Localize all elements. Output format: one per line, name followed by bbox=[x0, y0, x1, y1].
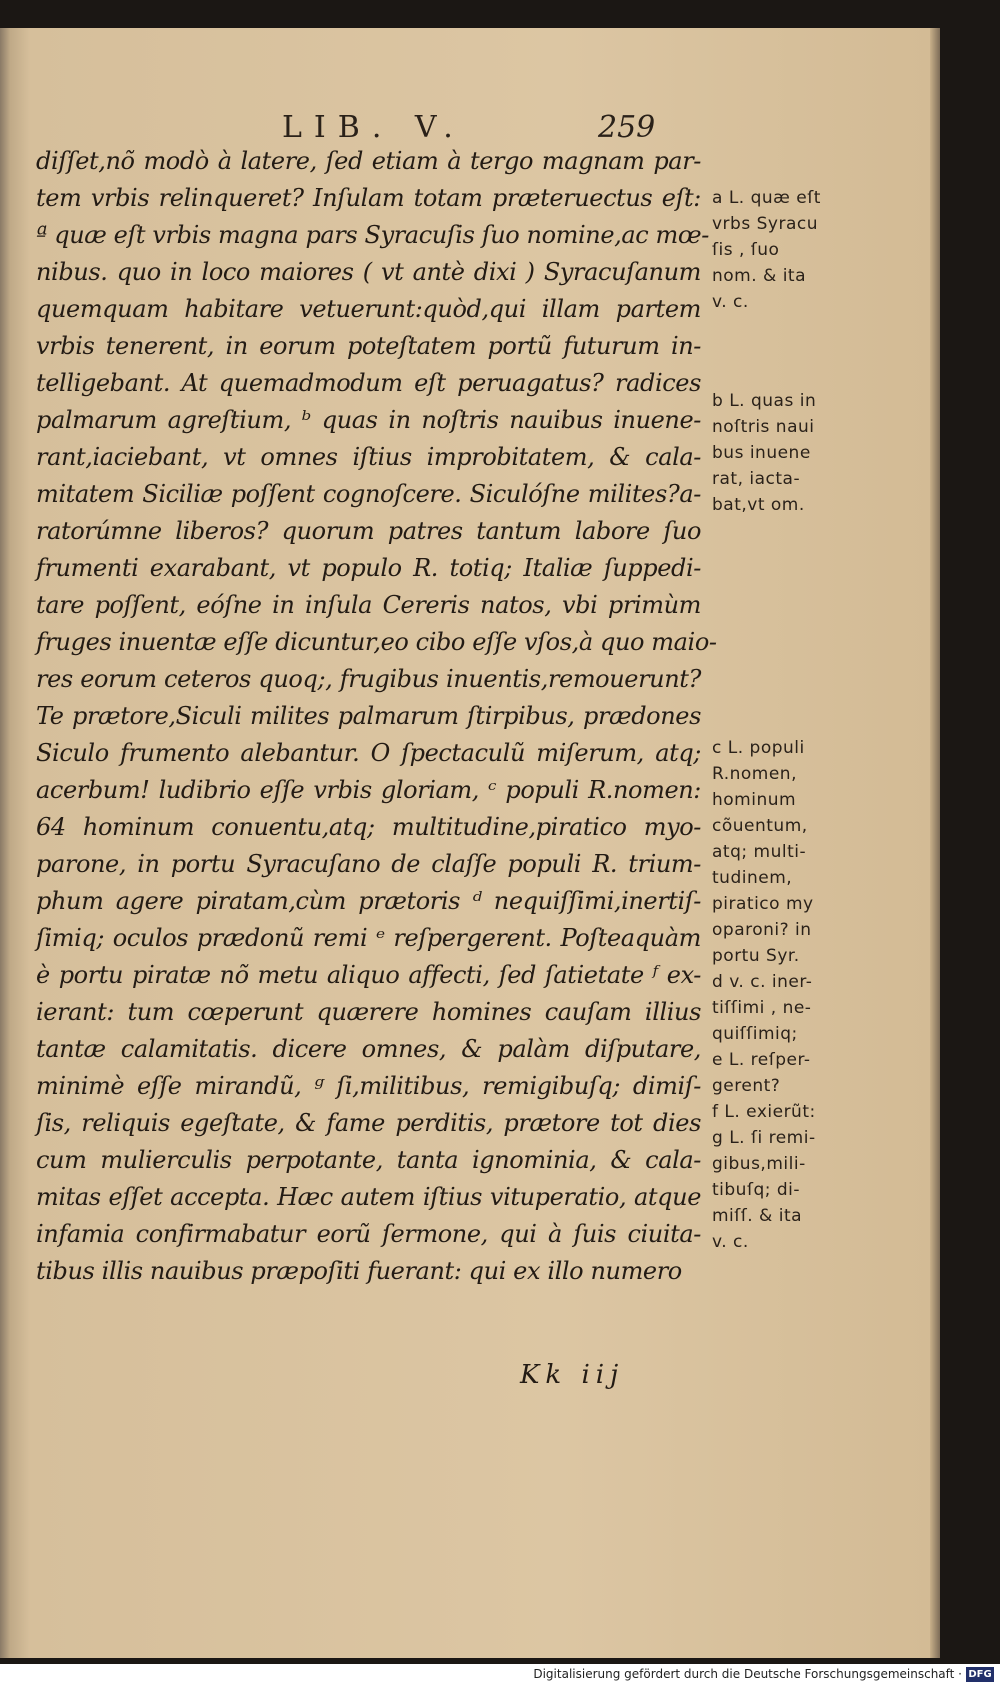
margin-note-line: gibus,mili- bbox=[712, 1154, 806, 1174]
text-line: phum agere piratam,cùm prætoris ᵈ nequiſſimi,inertiſ- bbox=[36, 887, 701, 915]
text-line: rant,iaciebant, vt omnes iſtius improbitatem, & cala- bbox=[36, 443, 701, 471]
margin-note-line: R.nomen, bbox=[712, 764, 797, 784]
margin-note-line: ſis , ſuo bbox=[712, 240, 780, 260]
margin-note-line: piratico my bbox=[712, 894, 814, 914]
text-line: tem vrbis relinqueret? Inſulam totam præteruectus eſt: bbox=[36, 184, 701, 212]
page-edge bbox=[930, 28, 940, 1658]
text-line: ierant: tum cœperunt quærere homines cauſam illius bbox=[36, 998, 701, 1026]
footer bbox=[0, 1664, 1000, 1687]
text-line: tare poſſent, eóſne in inſula Cereris natos, vbi primùm bbox=[36, 591, 701, 619]
text-line: Te prætore,Siculi milites palmarum ſtirpibus, prædones bbox=[36, 702, 701, 730]
running-head-title: LIB. V. bbox=[282, 110, 465, 145]
margin-note-line: noſtris naui bbox=[712, 417, 815, 437]
margin-note-line: portu Syr. bbox=[712, 946, 800, 966]
text-line: res eorum ceteros quoq;, frugibus inuentis,remouerunt? bbox=[36, 665, 701, 693]
margin-note-line: tibuſq; di- bbox=[712, 1180, 801, 1200]
margin-note-line: oparoni? in bbox=[712, 920, 812, 940]
margin-note-line: v. c. bbox=[712, 1232, 749, 1252]
margin-note-line: tiſſimi , ne- bbox=[712, 998, 812, 1018]
margin-note-line: bus inuene bbox=[712, 443, 811, 463]
margin-note-line: f L. exierũt: bbox=[712, 1102, 816, 1122]
dfg-logo-icon: DFG bbox=[966, 1667, 994, 1682]
margin-note bbox=[712, 388, 897, 518]
text-line: palmarum agreſtium, ᵇ quas in noſtris nauibus inuene- bbox=[36, 406, 701, 434]
text-line: fruges inuentæ eſſe dicuntur,eo cibo eſſe vſos,à quo maio- bbox=[36, 628, 717, 656]
text-line: ſimiq; oculos prædonũ remi ᵉ reſpergerent. Poſteaquàm bbox=[36, 924, 701, 952]
margin-note-line: c L. populi bbox=[712, 738, 805, 758]
text-line: ſis, reliquis egeſtate, & fame perditis, prætore tot dies bbox=[36, 1109, 701, 1137]
text-line: minimè eſſe mirandũ, ᵍ ſi,militibus, remigibuſq; dimiſ- bbox=[36, 1072, 701, 1100]
margin-note bbox=[712, 185, 897, 315]
margin-note-line: atq; multi- bbox=[712, 842, 807, 862]
margin-note-line: b L. quas in bbox=[712, 391, 817, 411]
margin-note-line: bat,vt om. bbox=[712, 495, 805, 515]
text-line: mitas eſſet accepta. Hæc autem iſtius vituperatio, atque bbox=[36, 1183, 701, 1211]
text-line: infamia confirmabatur eorũ ſermone, qui à ſuis ciuita- bbox=[36, 1220, 701, 1248]
text-line: tantæ calamitatis. dicere omnes, & palàm diſputare, bbox=[36, 1035, 701, 1063]
text-line: quemquam habitare vetuerunt:quòd,qui illam partem bbox=[36, 295, 701, 323]
text-line: tibus illis nauibus præpoſiti fuerant: qui ex illo numero bbox=[36, 1257, 682, 1285]
margin-note-line: g L. ſi remi- bbox=[712, 1128, 816, 1148]
margin-note bbox=[712, 735, 897, 1255]
footer-credit: Digitalisierung gefördert durch die Deutsche Forschungsgemeinschaft · bbox=[533, 1667, 962, 1681]
margin-note-line: miſſ. & ita bbox=[712, 1206, 803, 1226]
text-line: è portu piratæ nõ metu aliquo affecti, ſed ſatietate ᶠ ex- bbox=[36, 961, 701, 989]
text-line: frumenti exarabant, vt populo R. totiq; Italiæ ſuppedi- bbox=[36, 554, 701, 582]
text-line: vrbis tenerent, in eorum poteſtatem portũ futurum in- bbox=[36, 332, 701, 360]
margin-note-line: e L. reſper- bbox=[712, 1050, 811, 1070]
text-line: cum mulierculis perpotante, tanta ignominia, & cala- bbox=[36, 1146, 701, 1174]
text-line: diſſet,nõ modò à latere, ſed etiam à tergo magnam par- bbox=[36, 147, 701, 175]
text-line: ª quæ eſt vrbis magna pars Syracuſis ſuo nomine,ac mœ- bbox=[36, 221, 709, 249]
page-number: 259 bbox=[598, 110, 656, 145]
margin-note-line: a L. quæ eſt bbox=[712, 188, 821, 208]
margin-note-line: rat, iacta- bbox=[712, 469, 801, 489]
text-line: nibus. quo in loco maiores ( vt antè dixi ) Syracuſanum bbox=[36, 258, 701, 286]
text-line: acerbum! ludibrio eſſe vrbis gloriam, ᶜ populi R.nomen: bbox=[36, 776, 701, 804]
text-line: mitatem Siciliæ poſſent cognoſcere. Siculóſne milites?a- bbox=[36, 480, 701, 508]
text-line: ratorúmne liberos? quorum patres tantum labore ſuo bbox=[36, 517, 701, 545]
margin-note-line: d v. c. iner- bbox=[712, 972, 813, 992]
margin-note-line: quiſſimiq; bbox=[712, 1024, 798, 1044]
text-line: telligebant. At quemadmodum eſt peruagatus? radices bbox=[36, 369, 701, 397]
margin-note-line: cõuentum, bbox=[712, 816, 808, 836]
text-line: parone, in portu Syracuſano de claſſe populi R. trium- bbox=[36, 850, 701, 878]
main-text bbox=[36, 143, 717, 1290]
margin-note-line: tudinem, bbox=[712, 868, 793, 888]
margin-note-line: nom. & ita bbox=[712, 266, 807, 286]
text-line: Siculo frumento alebantur. O ſpectaculũ miſerum, atq; bbox=[36, 739, 701, 767]
margin-note-line: v. c. bbox=[712, 292, 749, 312]
text-line: 64 hominum conuentu,atq; multitudine,piratico myo- bbox=[36, 813, 701, 841]
catchword: Kk iij bbox=[520, 1360, 625, 1390]
margin-note-line: vrbs Syracu bbox=[712, 214, 818, 234]
margin-note-line: hominum bbox=[712, 790, 797, 810]
margin-note-line: gerent? bbox=[712, 1076, 781, 1096]
